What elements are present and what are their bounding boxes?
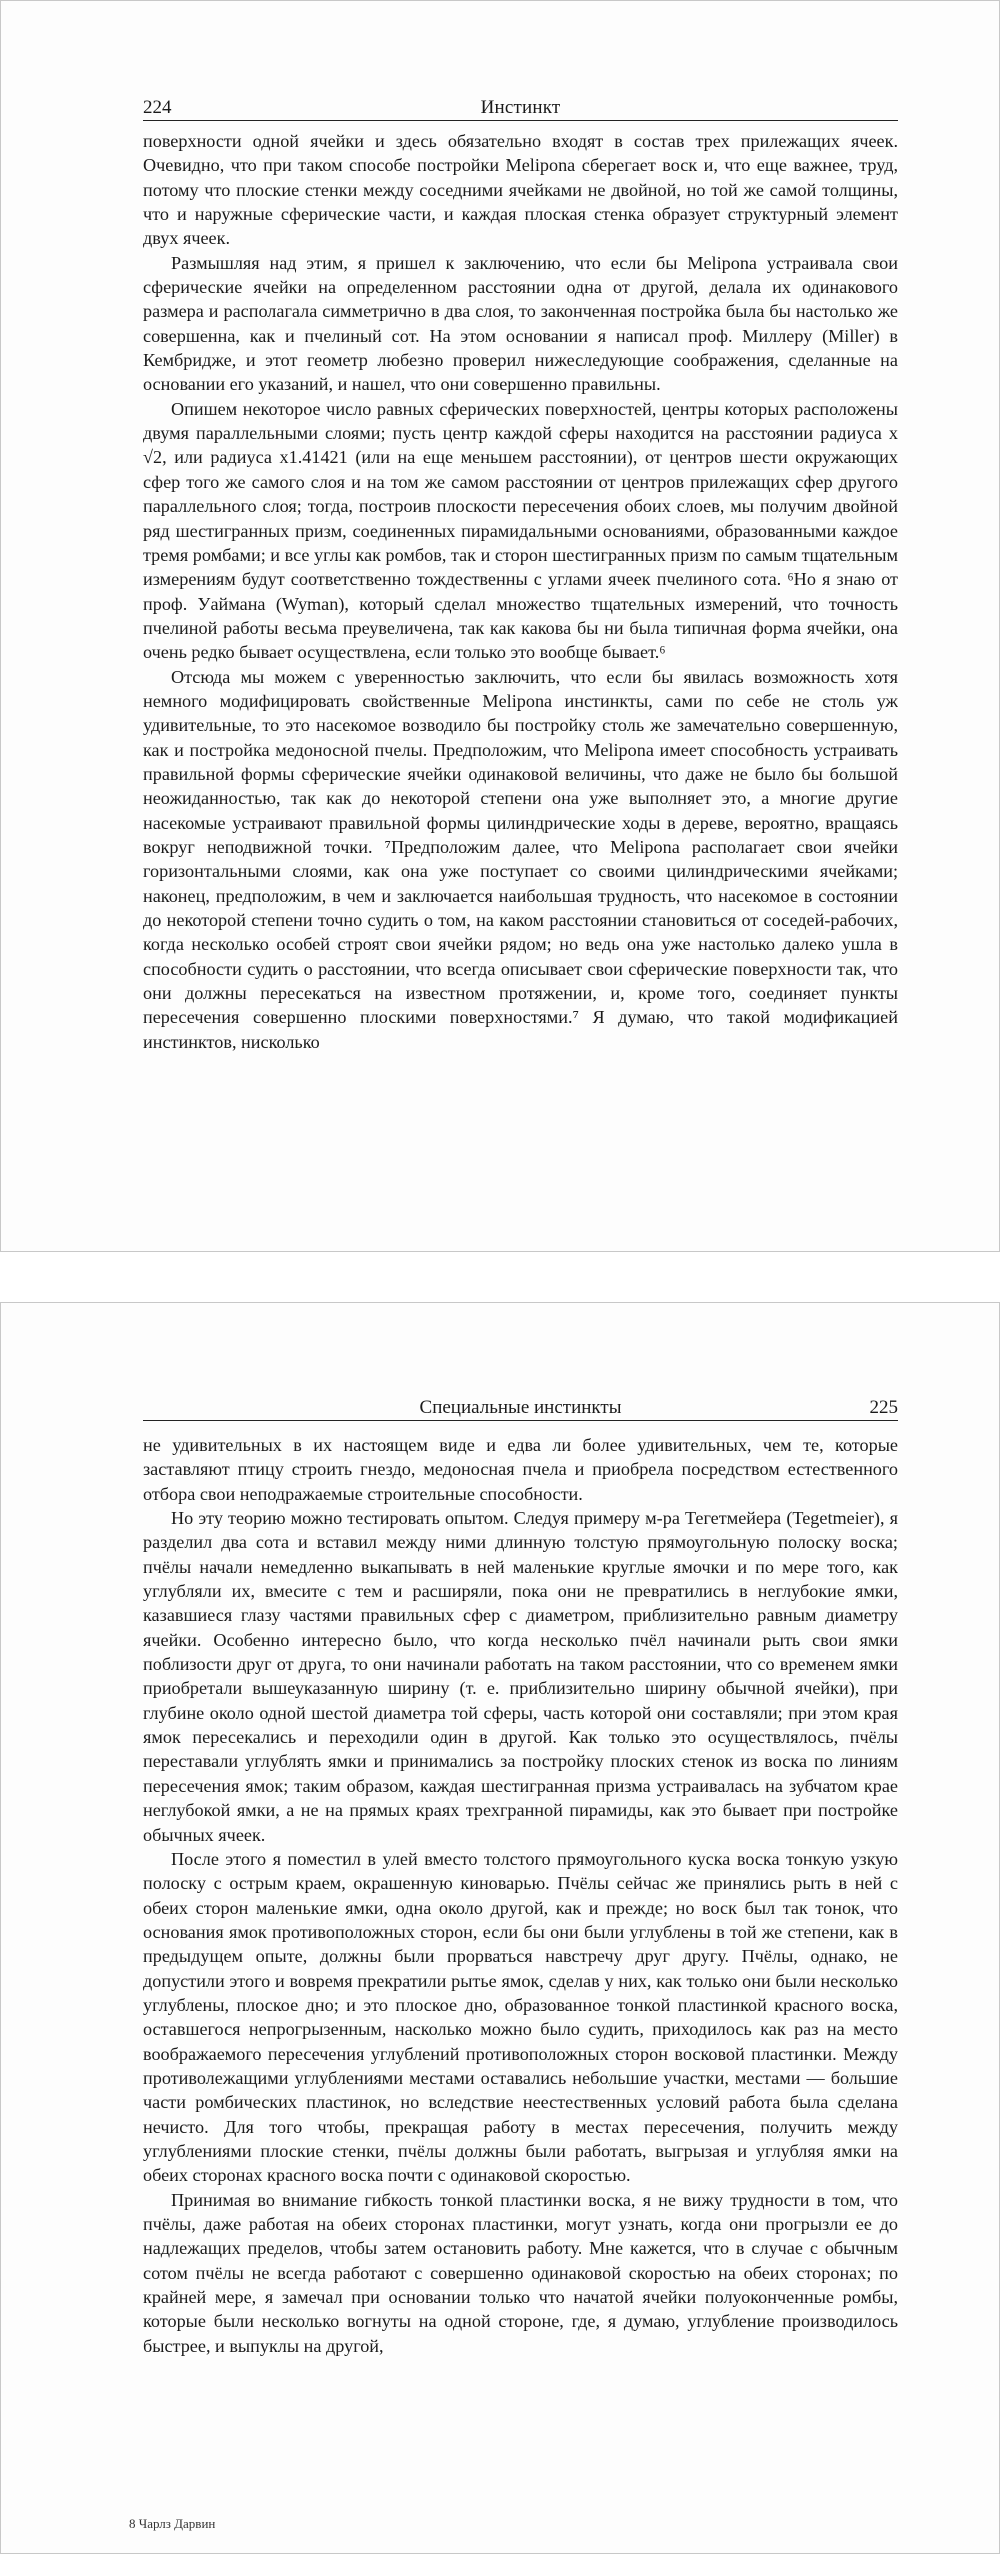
paragraph: Принимая во внимание гибкость тонкой пластинки воска, я не вижу трудности в том, что пчёлы, даже работая на обеих сторонах пластинки, могут узнать, когда они прогрызли ее до надлежащих пределов, чтобы затем остановить работу. Мне кажется, что в случае с обычным сотом пчёлы не всегда работают с совершенно одинаковой скоростью на обеих сторонах; по крайней мере, я замечал при основании только что начатой ячейки полуоконченные ромбы, которые были несколько вогнуты на одной стороне, где, я думаю, углубление производилось быстрее, и выпуклы на другой, (143, 2189, 898, 2356)
paragraph: поверхности одной ячейки и здесь обязательно входят в состав трех прилежащих ячеек. Очевидно, что при таком способе постройки Melipona сберегает воск и, что еще важнее, труд, потому что плоские стенки между соседними ячейками не двойной, но той же самой толщины, что и наружные сферические части, и каждая плоская стенка образует структурный элемент двух ячеек. (143, 131, 898, 249)
running-title: Специальные инстинкты (419, 1397, 622, 1418)
paragraph: После этого я поместил в улей вместо толстого прямоугольного куска воска тонкую узкую полоску с острым краем, окрашенную киноварью. Пчёлы сейчас же принялись рыть в ней с обеих сторон маленькие ямки, одна около другой, как и прежде; но воск был так тонок, что основания ямок противоположных сторон, если бы они были углублены в той же степени, как в предыдущем опыте, должны были прорваться навстречу друг другу. Пчёлы, однако, не допустили этого и вовремя прекратили рытье ямок, сделав у них, как только они были несколько углублены, плоское дно; и это плоское дно, образованное тонкой пластинкой красного воска, оставшегося непрогрызенным, насколько можно было судить, приходилось как раз на место воображаемого пересечения углублений противоположных сторон восковой пластинки. Между противолежащими углублениями местами оставались небольшие участки, местами — большие части ромбических пластинок, но вследствие неестественных условий работа была сделана нечисто. Для того чтобы, прекращая работу в местах пересечения, получить между углублениями плоские стенки, пчёлы должны были работать, выгрызая и углубляя ямки на обеих сторонах красного воска почти с одинаковой скоростью. (143, 1848, 898, 2186)
paragraph: Размышляя над этим, я пришел к заключению, что если бы Melipona устраивала свои сферические ячейки на определенном расстоянии одна от другой, делала их одинакового размера и располагала симметрично в два слоя, то законченная постройка была бы настолько же совершенна, как и пчелиный сот. На этом основании я написал проф. Миллеру (Miller) в Кембридже, и этот геометр любезно проверил нижеследующие соображения, сделанные на основании его указаний, и нашел, что они совершенно правильны. (143, 252, 898, 395)
paragraph: не удивительных в их настоящем виде и едва ли более удивительных, чем те, которые заставляют птицу строить гнездо, медоносная пчела и приобрела посредством естественного отбора свои неподражаемые строительные способности. (143, 1435, 898, 1504)
paragraph: Но эту теорию можно тестировать опытом. Следуя примеру м-ра Тегетмейера (Tegetmeier), я разделил два сота и вставил между ними длинную толстую прямоугольную полоску воска; пчёлы начали немедленно выкапывать в ней маленькие круглые ямочки и по мере того, как углубляли их, вмесите с тем и расширяли, пока они не превратились в неглубокие ямки, казавшиеся глазу частями правильных сфер с диаметром, приблизительно равным диаметру ячейки. Особенно интересно было, что когда несколько пчёл начинали рыть свои ямки поблизости друг от друга, то они начинали работать на таком расстоянии, что со временем ямки приобретали вышеуказанную ширину (т. е. приблизительно ширину обычной ячейки), при глубине около одной шестой диаметра той сферы, часть которой они составляли; при этом края ямок пересекались и переходили один в другой. Как только это осуществлялось, пчёлы переставали углублять ямки и принимались за постройку плоских стенок из воска по линиям пересечения ямок; таким образом, каждая шестигранная призма устраивалась на зубчатом крае неглубокой ямки, а не на прямых краях трехгранной пирамиды, как это бывает при постройке обычных ячеек. (143, 1508, 898, 1845)
running-title: Инстинкт (480, 97, 561, 118)
running-header (143, 1396, 898, 1421)
page-body (143, 1433, 898, 2358)
page-body (143, 129, 898, 1054)
page-number: 224 (143, 97, 172, 118)
paragraph: Отсюда мы можем с уверенностью заключить, что если бы явилась возможность хотя немного модифицировать свойственные Melipona инстинкты, сами по себе не столь уж удивительные, то это насекомое возводило бы постройку столь же замечательно совершенную, как и постройка медоносной пчелы. Предположим, что Melipona имеет способность устраивать правильной формы сферические ячейки одинаковой величины, что даже не было бы большой неожиданностью, так как до некоторой степени она уже выполняет это, а многие другие насекомые устраивают правильной формы цилиндрические ходы в дереве, вероятно, вращаясь вокруг неподвижной точки. ⁷Предположим далее, что Melipona располагает свои ячейки горизонтальными слоями, как она уже поступает со своими цилиндрическими ячейками; наконец, предположим, в чем и заключается наибольшая трудность, что насекомое в состоянии до некоторой степени точно судить о том, на каком расстоянии становиться от соседей-рабочих, когда несколько особей строят свои ячейки рядом; но ведь она уже настолько далеко ушла в способности судить о расстоянии, что всегда описывает свои сферические поверхности так, что они должны пересекаться на известном протяжении, и, кроме того, соединяет пункты пересечения совершенно плоскими поверхностями.⁷ Я думаю, что такой модификацией инстинктов, нисколько (143, 666, 898, 1052)
page-224 (0, 0, 1000, 1252)
page-number: 225 (869, 1397, 898, 1418)
running-header (143, 96, 898, 121)
page-225 (0, 1302, 1000, 2554)
signature-mark: 8 Чарлз Дарвин (129, 2516, 216, 2531)
paragraph: Опишем некоторое число равных сферических поверхностей, центры которых расположены двумя параллельными слоями; пусть центр каждой сферы находится на расстоянии радиуса х √2, или радиуса х1.41421 (или на еще меньшем расстоянии), от центров шести окружающих сфер того же самого слоя и на том же самом расстоянии от центров прилежащих сфер другого параллельного слоя; тогда, построив плоскости пересечения обоих слоев, мы получим двойной ряд шестигранных призм, соединенных пирамидальными основаниями, образованными каждое тремя ромбами; и все углы как ромбов, так и сторон шестигранных призм по самым тщательным измерениям будут соответственно тождественны с углами ячеек пчелиного сота. ⁶Но я знаю от проф. Уаймана (Wyman), который сделал множество тщательных измерений, что точность пчелиной работы весьма преувеличена, так как какова бы ни была типичная форма ячейки, она очень редко бывает осуществлена, если только это вообще бывает.⁶ (143, 398, 898, 663)
